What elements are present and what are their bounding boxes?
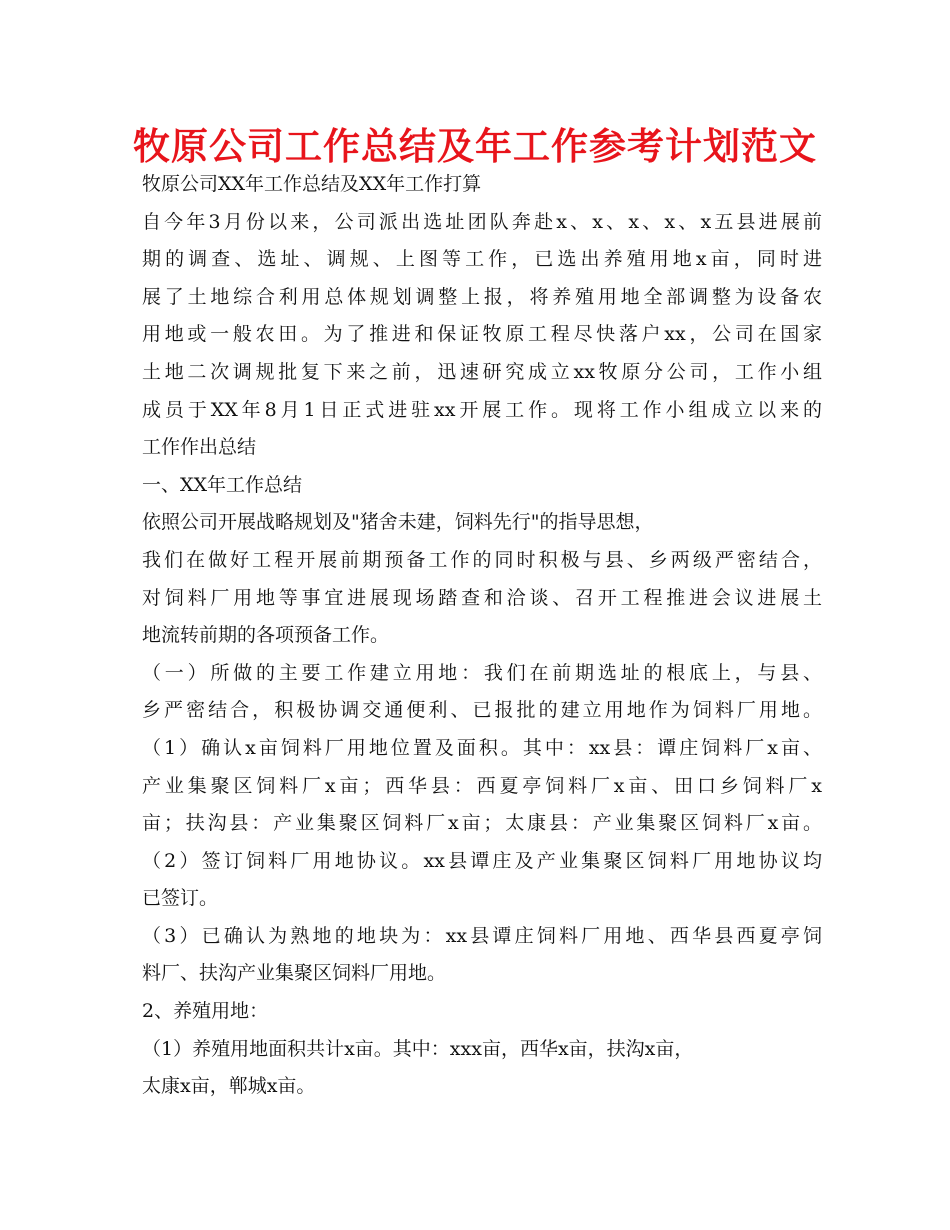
paragraph-line: 太康x亩，郸城x亩。	[142, 1075, 316, 1098]
paragraph-line: 依照公司开展战略规划及"猪舍未建，饲料先行"的指导思想，	[142, 511, 654, 534]
paragraph-line: （一）所做的主要工作建立用地：我们在前期选址的根底上，与县、	[142, 661, 822, 684]
subtitle-line: 牧原公司XX年工作总结及XX年工作打算	[142, 173, 482, 195]
paragraph-line: （3）已确认为熟地的地块为：xx县谭庄饲料厂用地、西华县西夏亭饲	[142, 924, 822, 947]
paragraph-line: 展了土地综合利用总体规划调整上报，将养殖用地全部调整为设备农	[142, 285, 822, 308]
paragraph-line: 成员于XX年8月1日正式进驻xx开展工作。现将工作小组成立以来的	[142, 398, 822, 421]
section-heading: 一、XX年工作总结	[142, 473, 303, 496]
paragraph-line: 对饲料厂用地等事宜进展现场踏查和洽谈、召开工程推进会议进展土	[142, 586, 822, 609]
paragraph-line: 用地或一般农田。为了推进和保证牧原工程尽快落户xx，公司在国家	[142, 323, 822, 346]
paragraph-line: 产业集聚区饲料厂x亩；西华县：西夏亭饲料厂x亩、田口乡饲料厂x	[142, 774, 822, 797]
paragraph-line: 乡严密结合，积极协调交通便利、已报批的建立用地作为饲料厂用地。	[142, 699, 822, 722]
paragraph-line: 已签订。	[142, 887, 219, 910]
paragraph-line: 料厂、扶沟产业集聚区饲料厂用地。	[142, 962, 447, 985]
document-body	[142, 166, 822, 1106]
paragraph-line: 地流转前期的各项预备工作。	[142, 624, 390, 647]
paragraph-line: （2）签订饲料厂用地协议。xx县谭庄及产业集聚区饲料厂用地协议均	[142, 849, 822, 872]
paragraph-line: 亩；扶沟县：产业集聚区饲料厂x亩；太康县：产业集聚区饲料厂x亩。	[142, 812, 822, 835]
paragraph-line: 自今年3月份以来，公司派出选址团队奔赴x、x、x、x、x五县进展前	[142, 210, 822, 233]
paragraph-line: 期的调查、选址、调规、上图等工作，已选出养殖用地x亩，同时进	[142, 248, 822, 271]
section-heading: 2、养殖用地：	[142, 1000, 269, 1023]
paragraph-line: 工作作出总结	[142, 436, 257, 459]
paragraph-line: （1）养殖用地面积共计x亩。其中：xxx亩，西华x亩，扶沟x亩，	[142, 1037, 694, 1060]
paragraph-line: （1）确认x亩饲料厂用地位置及面积。其中：xx县：谭庄饲料厂x亩、	[142, 736, 822, 759]
paragraph-line: 我们在做好工程开展前期预备工作的同时积极与县、乡两级严密结合，	[142, 548, 822, 571]
paragraph-line: 土地二次调规批复下来之前，迅速研究成立xx牧原分公司，工作小组	[142, 360, 822, 383]
document-title: 牧原公司工作总结及年工作参考计划范文	[133, 125, 817, 168]
